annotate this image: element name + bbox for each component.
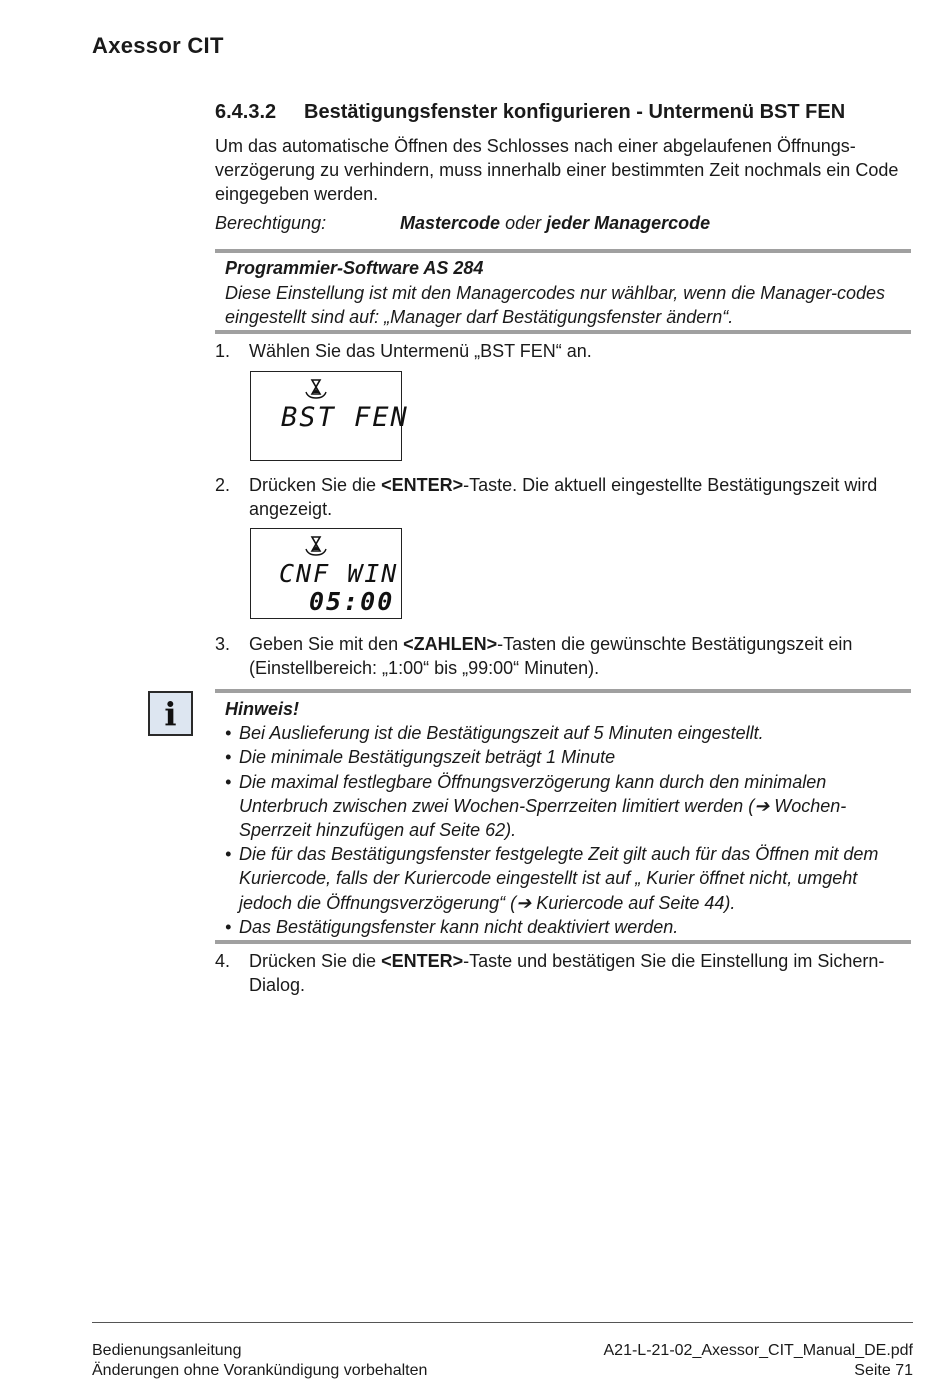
- step-4: [215, 949, 915, 997]
- permission-or: oder: [505, 213, 542, 233]
- step-1: [215, 339, 915, 363]
- permission-mastercode: Mastercode: [400, 213, 501, 233]
- lcd-line-1: CNF WIN: [279, 559, 399, 588]
- enter-key-label: <ENTER>: [381, 951, 464, 971]
- permission-value: [400, 213, 710, 234]
- lcd-line-1: BST FEN: [281, 402, 409, 433]
- enter-key-label: <ENTER>: [381, 475, 464, 495]
- section-heading: [215, 101, 845, 124]
- note-item: • Die minimale Bestätigungszeit beträgt 1 Minute: [225, 745, 915, 769]
- document-header-title: Axessor CIT: [92, 33, 224, 58]
- step-number: 2.: [215, 475, 231, 495]
- step-3: [215, 632, 915, 680]
- software-box-text: Diese Einstellung ist mit den Managercodes nur wählbar, wenn die Manager-codes eingestellt sind auf: „Manager darf Bestätigungsfenster ändern“.: [225, 283, 886, 327]
- step-text-post: -Tasten die gewünschte Bestätigungszeit ein (Einstellbereich: „1:00“ bis „99:00“ Minuten).: [249, 634, 853, 678]
- permission-label: Berechtigung:: [215, 213, 327, 233]
- software-box-bottom-rule: [215, 330, 911, 334]
- lcd-line-2: 05:00: [309, 587, 395, 616]
- note-list: [225, 721, 915, 939]
- step-number: 4.: [215, 951, 231, 971]
- note-item: • Die für das Bestätigungsfenster festgelegte Zeit gilt auch für das Öffnen mit dem Kuriercode, falls der Kuriercode eingestellt ist auf „ Kurier öffnet nicht, umgeht jedoch die Öffnungsverzögerung“ (➔ Kuriercode auf Seite 44).: [225, 842, 915, 915]
- step-number: 3.: [215, 634, 231, 654]
- step-text-post: -Taste. Die aktuell eingestellte Bestätigungszeit wird angezeigt.: [249, 475, 878, 519]
- hourglass-icon: [303, 378, 329, 400]
- note-bottom-rule: [215, 940, 911, 944]
- step-text: Wählen Sie das Untermenü „BST FEN“ an.: [249, 341, 592, 361]
- step-text: [249, 949, 915, 997]
- note-box: [225, 697, 915, 939]
- lcd-display-bst-fen: [250, 371, 409, 461]
- footer-right: [604, 1341, 914, 1381]
- permission-managercode: jeder Managercode: [546, 213, 711, 233]
- step-text-post: -Taste und bestätigen Sie die Einstellung im Sichern-Dialog.: [249, 951, 885, 995]
- step-text: [249, 473, 915, 521]
- note-top-rule: [215, 689, 911, 693]
- hourglass-icon: [303, 535, 329, 557]
- step-2: [215, 473, 915, 521]
- footer-doc-type: Bedienungsanleitung: [92, 1342, 242, 1359]
- footer-page-number: Seite 71: [854, 1362, 913, 1379]
- step-text-pre: Geben Sie mit den: [249, 634, 404, 654]
- note-item: • Bei Auslieferung ist die Bestätigungszeit auf 5 Minuten eingestellt.: [225, 721, 915, 745]
- footer-filename: A21-L-21-02_Axessor_CIT_Manual_DE.pdf: [603, 1342, 913, 1359]
- step-text-pre: Drücken Sie die: [249, 475, 382, 495]
- note-item: • Die maximal festlegbare Öffnungsverzögerung kann durch den minimalen Unterbruch zwischen zwei Wochen-Sperrzeiten limitiert werden (➔ Wochen-Sperrzeit hinzufügen auf Seite 62).: [225, 770, 915, 843]
- step-number: 1.: [215, 341, 231, 361]
- lcd-display-cnf-win: [250, 528, 402, 619]
- step-text-pre: Drücken Sie die: [249, 951, 382, 971]
- software-box-top-rule: [215, 249, 911, 253]
- info-icon: i: [148, 691, 193, 736]
- intro-paragraph: Um das automatische Öffnen des Schlosses nach einer abgelaufenen Öffnungs-verzögerung zu verhindern, muss innerhalb einer bestimmten Zeit nochmals ein Code eingegeben werden.: [215, 136, 899, 204]
- note-title: Hinweis!: [225, 699, 300, 719]
- zahlen-key-label: <ZAHLEN>: [403, 634, 498, 654]
- permission-line: [215, 213, 711, 234]
- footer-rule: [92, 1322, 913, 1323]
- footer-disclaimer: Änderungen ohne Vorankündigung vorbehalten: [92, 1362, 428, 1379]
- note-item: • Das Bestätigungsfenster kann nicht deaktiviert werden.: [225, 915, 915, 939]
- section-title: Bestätigungsfenster konfigurieren - Untermenü BST FEN: [304, 101, 846, 123]
- software-box-title: Programmier-Software AS 284: [225, 258, 484, 278]
- step-text: [249, 632, 915, 680]
- footer-left: [92, 1341, 427, 1381]
- section-number: 6.4.3.2: [215, 101, 277, 123]
